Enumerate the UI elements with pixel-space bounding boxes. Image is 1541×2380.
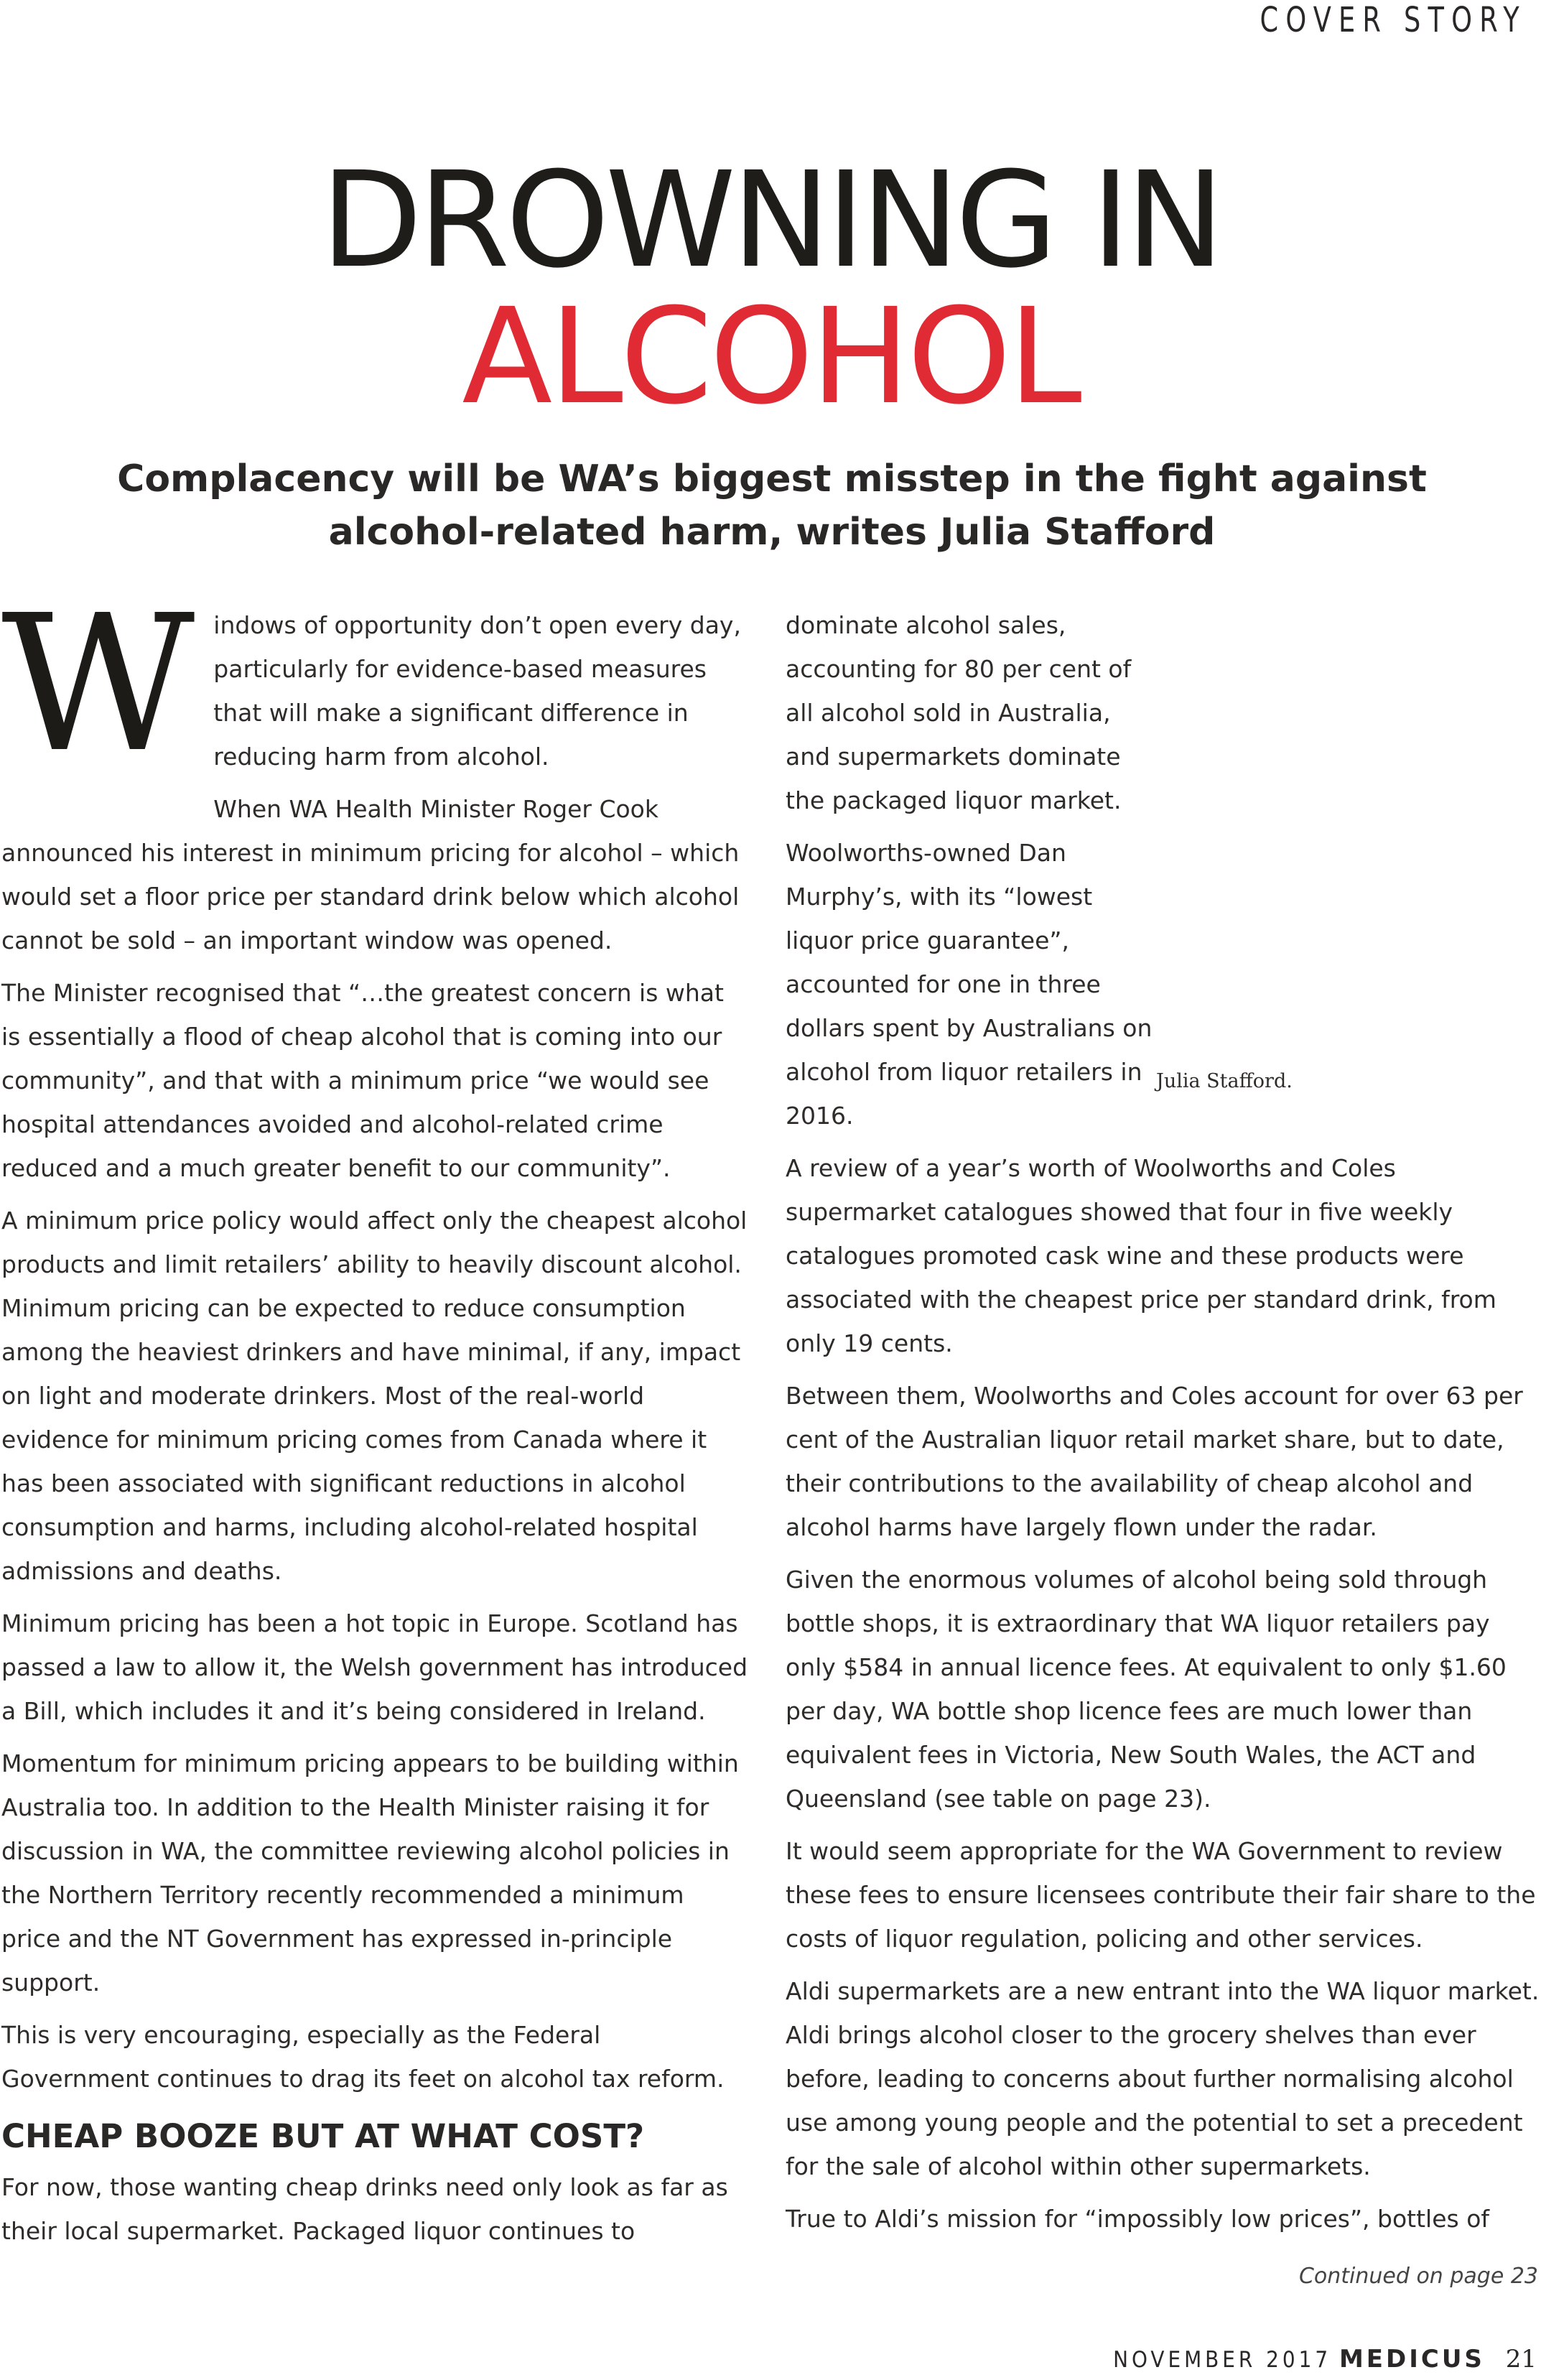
- headline-line-1: DROWNING IN: [320, 144, 1221, 297]
- page-number: 21: [1505, 2345, 1537, 2374]
- section-label: COVER STORY: [1260, 0, 1527, 40]
- paragraph: The Minister recognised that “…the greatest concern is what is essentially a flood of cheap alcohol that is coming into our community”, and that with a minimum price “we would see hospital attendances avoided and alcohol-related crime reduced and a much greater benefit to our community”.: [1, 979, 724, 1182]
- paragraph: A review of a year’s worth of Woolworths and Coles supermarket catalogues showed that four in five weekly catalogues promoted cask wine and these products were associated with the cheapest price per standard drink, from only 19 cents.: [786, 1154, 1496, 1357]
- paragraph: Momentum for minimum pricing appears to be building within Australia too. In addition to the Health Minister raising it for discussion in WA, the committee reviewing alcohol policies in the Northern Territory recently recommended a minimum price and the NT Government has expressed in-principle support.: [1, 1749, 739, 1996]
- paragraph: Between them, Woolworths and Coles account for over 63 per cent of the Australian liquor retail market share, but to date, their contributions to the availability of cheap alcohol and alcohol harms have largely flown under the radar.: [786, 1382, 1523, 1541]
- article-column-1: [1, 575, 748, 2262]
- paragraph: A minimum price policy would affect only the cheapest alcohol products and limit retailers’ ability to heavily discount alcohol. Minimum pricing can be expected to reduce consumption among the heaviest drinkers and have minimal, if any, impact on light and moderate drinkers. Most of the real-world evidence for minimum pricing comes from Canada where it has been associated with significant reductions in alcohol consumption and harms, including alcohol-related hospital admissions and deaths.: [1, 1207, 748, 1585]
- magazine-name: MEDICUS: [1339, 2345, 1485, 2374]
- issue-date: NOVEMBER 2017: [1113, 2347, 1332, 2373]
- paragraph: This is very encouraging, especially as the Federal Government continues to drag its feet on alcohol tax reform.: [1, 2021, 725, 2093]
- paragraph: True to Aldi’s mission for “impossibly low prices”, bottles of: [786, 2205, 1490, 2233]
- opening-text: indows of opportunity don’t open every day, particularly for evidence-based measures that will make a significant difference in reducing harm from alcohol.: [213, 611, 741, 771]
- continued-note: Continued on page 23: [1298, 2264, 1538, 2289]
- paragraph: For now, those wanting cheap drinks need only look as far as their local supermarket. Packaged liquor continues to: [1, 2173, 728, 2245]
- photo-caption: Julia Stafford.: [1156, 1070, 1293, 1092]
- page-footer: [1113, 2345, 1537, 2374]
- paragraph: Minimum pricing has been a hot topic in Europe. Scotland has passed a law to allow it, the Welsh government has introduced a Bill, which includes it and it’s being considered in Ireland.: [1, 1609, 748, 1725]
- paragraph: Aldi supermarkets are a new entrant into the WA liquor market. Aldi brings alcohol closer to the grocery shelves than ever before, leading to concerns about further normalising alcohol use among young people and the potential to set a precedent for the sale of alcohol within other supermarkets.: [786, 1977, 1540, 2180]
- paragraph: It would seem appropriate for the WA Government to review these fees to ensure licensees contribute their fair share to the costs of liquor regulation, policing and other services.: [786, 1837, 1536, 1953]
- drop-cap: W: [1, 575, 195, 794]
- section-subheading: CHEAP BOOZE BUT AT WHAT COST?: [1, 2117, 645, 2155]
- paragraph: Woolworths-owned Dan Murphy’s, with its “lowest liquor price guarantee”, accounted for one in three dollars spent by Australians on alcohol from liquor retailers in 2016.: [786, 839, 1153, 1130]
- opening-paragraph: [1, 575, 748, 794]
- paragraph: dominate alcohol sales, accounting for 80 per cent of all alcohol sold in Australia, and supermarkets dominate the packaged liquor market.: [786, 611, 1132, 814]
- standfirst: Complacency will be WA’s biggest misstep in the fight against alcohol-related harm, writes Julia Stafford: [117, 457, 1427, 554]
- paragraph: When WA Health Minister Roger Cook announced his interest in minimum pricing for alcohol – which would set a floor price per standard drink below which alcohol cannot be sold – an important window was opened.: [1, 795, 740, 954]
- article-column-2: [786, 603, 1540, 2249]
- paragraph: Given the enormous volumes of alcohol being sold through bottle shops, it is extraordinary that WA liquor retailers pay only $584 in annual licence fees. At equivalent to only $1.60 per day, WA bottle shop licence fees are much lower than equivalent fees in Victoria, New South Wales, the ACT and Queensland (see table on page 23).: [786, 1566, 1507, 1813]
- headline-line-2: ALCOHOL: [462, 280, 1079, 434]
